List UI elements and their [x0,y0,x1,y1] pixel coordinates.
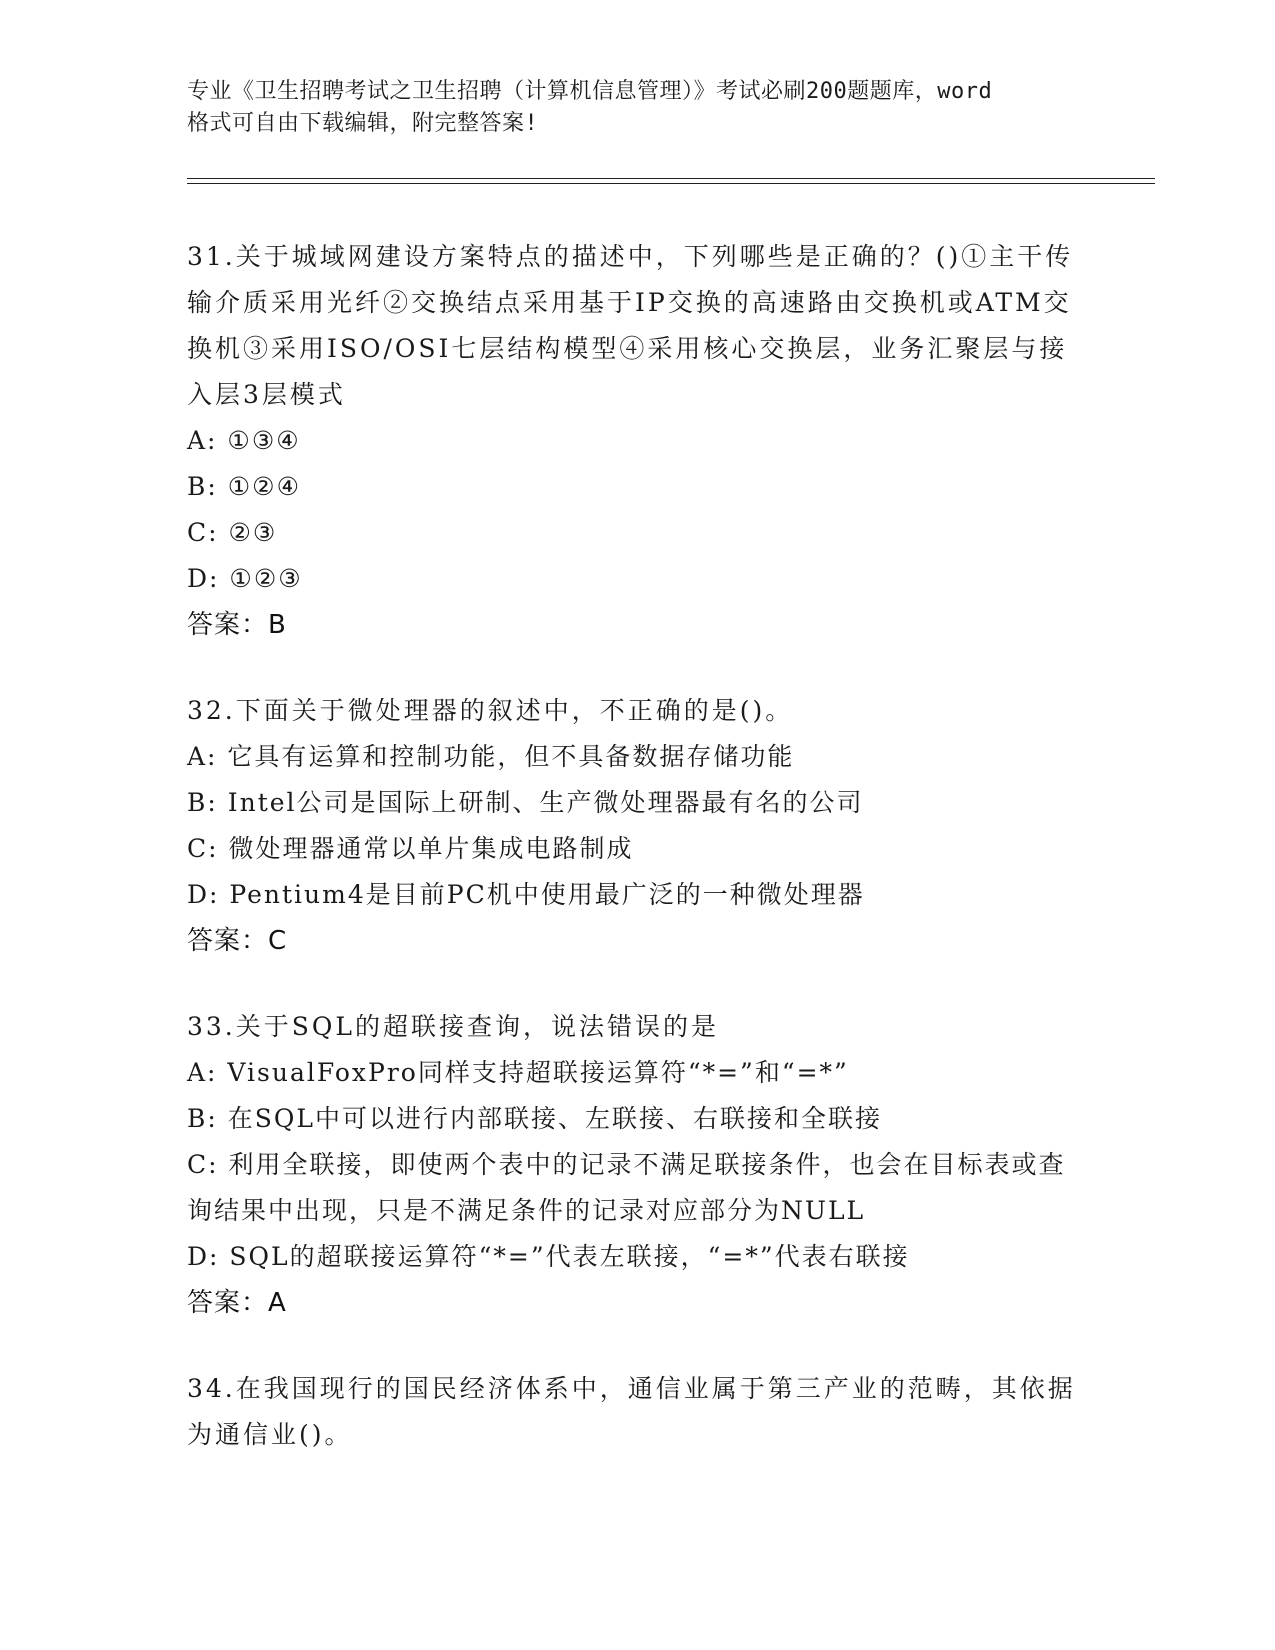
option-c: C: 利用全联接，即使两个表中的记录不满足联接条件，也会在目标表或查询结果中出现，只是不满足条件的记录对应部分为NULL [187,1150,1066,1225]
option-d: D: Pentium4是目前PC机中使用最广泛的一种微处理器 [187,880,865,909]
question-stem: 33.关于SQL的超联接查询，说法错误的是 [187,1012,719,1041]
option-a: A: VisualFoxPro同样支持超联接运算符“*=”和“=*” [187,1058,849,1087]
answer-label: 答案：B [187,610,287,640]
option-a: A: ①③④ [187,426,301,455]
document-header [187,76,1087,140]
question-32 [187,688,1087,964]
answer-label: 答案：C [187,926,288,956]
question-33 [187,1004,1087,1326]
question-stem: 31.关于城域网建设方案特点的描述中，下列哪些是正确的？()①主干传输介质采用光纤②交换结点采用基于IP交换的高速路由交换机或ATM交换机③采用ISO/OSI七层结构模型④采用核心交换层，业务汇聚层与接入层3层模式 [187,242,1074,409]
option-b: B: 在SQL中可以进行内部联接、左联接、右联接和全联接 [187,1104,882,1133]
option-c: C: ②③ [187,518,278,547]
question-list [187,234,1087,1498]
header-line-1: 专业《卫生招聘考试之卫生招聘（计算机信息管理）》考试必刷200题题库，word [187,79,993,104]
option-c: C: 微处理器通常以单片集成电路制成 [187,834,634,863]
header-divider-bottom [187,183,1155,184]
option-d: D: SQL的超联接运算符“*=”代表左联接，“=*”代表右联接 [187,1242,910,1271]
option-b: B: Intel公司是国际上研制、生产微处理器最有名的公司 [187,788,864,817]
option-d: D: ①②③ [187,564,303,593]
option-b: B: ①②④ [187,472,301,501]
answer-label: 答案：A [187,1288,287,1318]
question-stem: 34.在我国现行的国民经济体系中，通信业属于第三产业的范畴，其依据为通信业()。 [187,1374,1076,1449]
question-34 [187,1366,1087,1458]
question-31 [187,234,1087,648]
header-line-2: 格式可自由下载编辑，附完整答案! [187,111,539,136]
header-divider-top [187,178,1155,179]
question-stem: 32.下面关于微处理器的叙述中，不正确的是()。 [187,696,794,725]
option-a: A: 它具有运算和控制功能，但不具备数据存储功能 [187,742,795,771]
